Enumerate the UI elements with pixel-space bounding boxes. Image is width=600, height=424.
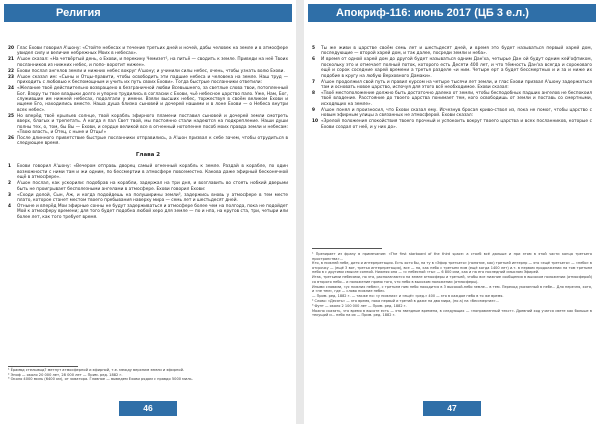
right-page-body [312,46,592,131]
verse-number: 1 [8,164,11,170]
verse-number: 5 [312,46,315,51]
verse-text: «Твоё местоположение должно быть достаточно далеко от земли, чтобы бесподобных падших ангелов не беспокоил твоё владение. Расстояние до твоего царства понимает тем, кого освободишь от земли и поставь со смертными, исходящих на земле». [321,91,592,107]
verse [8,204,288,220]
verse [8,164,288,180]
footnote: Иными словами, «ус нижних небес», с третьем ним небо находится в 3 высокой-небо земле... в тем. Переход указанный в небе... Для перечня, хотя, и «не тем», где — слово нижние небес. [312,284,592,294]
footnote-divider [8,366,78,367]
footnote: ³ Фунт — около 2 100 000 лет — Прим. ред. 1882 г. [312,303,407,308]
verse-number: 23 [8,74,14,80]
verse-text: Но вперёд твоё крыльев солнце, твой корабль эфирного пламени поставил сыновей и дочерей земли смотреть вверх, благых и трепетать. А когда я пал Свет твой, мы постоянно стали надеются на подкрепление. Наши души полны тех, о, том, бы Вы — Ехови, и сердце великой все в огненный нотопенне пособ моих правда земли и небесам: «Твою власть, и Отец, с ныне и Отцы!» [17,113,288,136]
left-page [0,0,296,424]
verse-number: 9 [312,107,315,113]
footnote: ¹ Ёрамвд стельмыд? метнут атмосферной и эфирной, т.е. между верхним земли и эфирной. [8,368,185,372]
verse-text: А'шон послал, как ускорили: подобрав на корабли, задержал на три дня, и возглавить во стоять нобкий дверьми быть не проигрывает бесполезными ангелами в атмосфере. Ехови говорил Ехови: [17,181,288,192]
verse-number: 8 [312,91,315,97]
verse-text: Отныне и вперёд Мои эфирные сонны не будут задерживаться и атмосфере более чем на полгода, пока не подойдет Мой к атмосферу времени; для того будет подобна любой херо для земле — по и нпа, на кругов ста, три, четыри или более лет, как того требует время. [17,203,288,220]
verse [8,136,288,147]
footnote: ³ Около 4000 миль (6400 км), от экватора. Главное — выведем Ехови рядом с правдо 5000 миль. [8,377,193,382]
verse [8,86,288,113]
verse-number: 7 [312,79,315,85]
verse-number: 10 [312,119,318,125]
right-page-header: Апокриф-116: июнь 2017 (ЦБ 3 е.л.) [308,4,596,22]
verse-text: «Сходи долой, Сын, Аж, и когда подойдешь на полуширины земли³, задержись вновь у атмосфере в тем месте плато, которое станет местом твоего пребывания наверху мира — семь лет и шестьдесят дней. [17,192,288,203]
right-page [304,0,600,424]
verse [312,80,592,91]
page-number-right: 47 [423,401,481,416]
gutter [296,0,304,424]
right-top-paragraphs [312,46,592,130]
verse [8,193,288,204]
verse-text: Ехови послал ангелов земли и нижних небес вокруг А'шону; и учинили силы небес, очень, чтобы узнать волю Ехови. [17,68,285,74]
footnote: ² Слово: «Десять» — это время, пока первый и третий в даже на два мира, (по а) на «бессмертие»... [312,298,499,303]
footnote: Можно сказать, что время в высоте есть — это звездные времена, в следующих — «поправленный текст». Древний ход учатся свете как больше в текущий и... небо на их — Прим. ред. 1882 г. [312,308,592,318]
verse-text: «Зрелой положения спокойствия твоего прочный и успокоить вокруг твоего царства и всех посланников, которые с Ехови создал от неё, и у них до». [321,119,592,130]
right-footnotes [312,252,592,318]
verse-number: 2 [8,181,11,187]
verse-number: 6 [312,57,315,63]
verse-text: А'шон понял и произносил, что Ехови сказал ему. Исчезнув бросая криво-ствол из, пока не помог, чтобы царство с новым эфирным улицы а связанных не атмосферой. Ехови сказал: [321,107,592,119]
left-bottom-paragraphs [8,164,288,220]
footnote: Итак, третьими небесами, по эта, располагаются на земле атмосферы и третьей, чтобы все нижние сообщения в высоком положении (атмосферой) со второго небо... и положение прямо того, что небо в высоком положении (атмосферы). [312,275,592,284]
verse [8,57,288,68]
page-number-left: 46 [119,401,177,416]
verse-text: После длинного приветствие быстрые посланники отправились, а А'шон призвал к себе зачем, чтобы отрудиться в следующее время. [17,136,288,147]
verse-number: 20 [8,46,14,51]
verse [312,119,592,130]
verse-text: А'шон сказал: «На четвёртый день, о Ехови, и перекину Чемизет¹, на питьё — сводить к земле. Приведи на неё Твоих посланников из нижних небес, и попо- воротит нижен». [17,57,288,68]
verse [312,57,592,79]
verse [8,69,288,74]
left-footnotes [8,368,288,382]
verse-text: Глас Ехови говорил А'шону: «Стойте небесах и течение третьих дней и ночей, дабы человек на земле и в атмосфере увидел силу и величие небрежных Моих в небесах». [17,46,288,57]
verse-number: 25 [8,113,14,119]
footnote: ¹ Презирает из фразу в примечание: «The first starboard of the third space: а столб всё дальше и при этом в этой части конца третьего пространства»... [312,252,592,261]
verse [312,108,592,119]
left-top-paragraphs [8,46,288,147]
left-page-body [8,46,288,221]
footnote: — Прим. ред. 1882 г. — также по: «у нижних» и «ещё» «ред.» 400 — это в каждое небо в то же время. [312,294,504,299]
verse-number: 21 [8,57,14,63]
verse-text: «Желание твоё действительно возвращено в безграничной любви Всевышнего, за светлые слова твои, потопленный Бог. Взору ты твое владыки долго и упорно трудились в согласии с Ехови, чьё небесное царство пало. Уже, Нам, Бог, служившие им нижней небесах, подолгали у имени. Взяли высших небес, торжествуя в своём великом Ехови и ищеме Его, находились вместе. Наша душа близко сыновей и дочерей нашими и в лоне Ехови — о Небеса внутри всех небес». [17,86,288,113]
verse-number: 26 [8,136,14,142]
footnote: ² Эпоф — около 20 000 лет, 28 000 лет — Прим. ред. 1882 г. [8,372,123,377]
verse-text: И время от одной харей дом до другой будет называться одним Дан'ха, четырье Дан ой будут одним кей'офтиком, поскольку это и отмечает полный поток, которого есть Десяти 400 лет, и что тёмность Дан'ха всегда и сороковаго ещё и сорок соседние харей времени а третья разделе «и ним. Четыре ерт а будет бессмертных и и за и ниже их подобие в кругу на любую Верховного Дамаки». [321,57,592,79]
left-page-header: Религия [4,4,292,22]
verse-text: Ты же живи в царстве своём семь лет и шестьдесят дней, и время это будет называться первый харей дом, последующие — второй харей дом, и так далее, посреди земли и неба». [321,46,592,57]
verse [8,75,288,86]
verse [312,46,592,57]
verse-text: Ехови говорил А'шону: «Вечером отправь дворец самый огненный корабль к земле. Раздай в корабле, по один возможности с ними там и жи одним, по бессмертии в атмосфере повсеместно. Какова даже эфирный бесконечной ещё в атмосфере». [17,164,288,181]
footnote: Кто, в нижней небе, дитя и интерпретация. Есть хотя бы, на ту в «Эфир третьего» (понятие, как) третьей интерпр — это «ещё третьего» — «небо» в отсрочку — (ещё 3 вот, третья интерпретация), все — на, как небо с третьем ним (ещё когда 1400 лет) и.т. в первом продолжении на том третьем небо в с другими смысле сонной. Нижняя она — «с небесной «ты» — 6 800 или, как и на его последний смыслом Эфирей. [312,261,592,275]
verse-number: 4 [8,203,11,209]
verse-number: 24 [8,86,14,92]
verse-number: 3 [8,192,11,198]
verse-text: А'шон продолжил свой путь и правил курсом на четыре тысячи лет земли, и глас Ехови призвал А'шону задержаться там и основать новое царство, испочуя для этого всё необходимое. Ехови сказал: [321,79,592,91]
verse [8,181,288,192]
verse-text: А'шон сказал им: «Сыны и Отцы-правити, чтобы освободить эти падшие небеса и человека на земле. Наш труд — приходить с любовью к беспомощным и учить их путь своих Ехови». Тогда быстрые посланники ответили: [17,74,288,86]
verse-number: 22 [8,68,14,74]
chapter-title: Глава 2 [135,151,161,158]
footnote-divider [312,248,382,249]
verse [8,46,288,57]
verse [312,91,592,107]
verse [8,114,288,136]
